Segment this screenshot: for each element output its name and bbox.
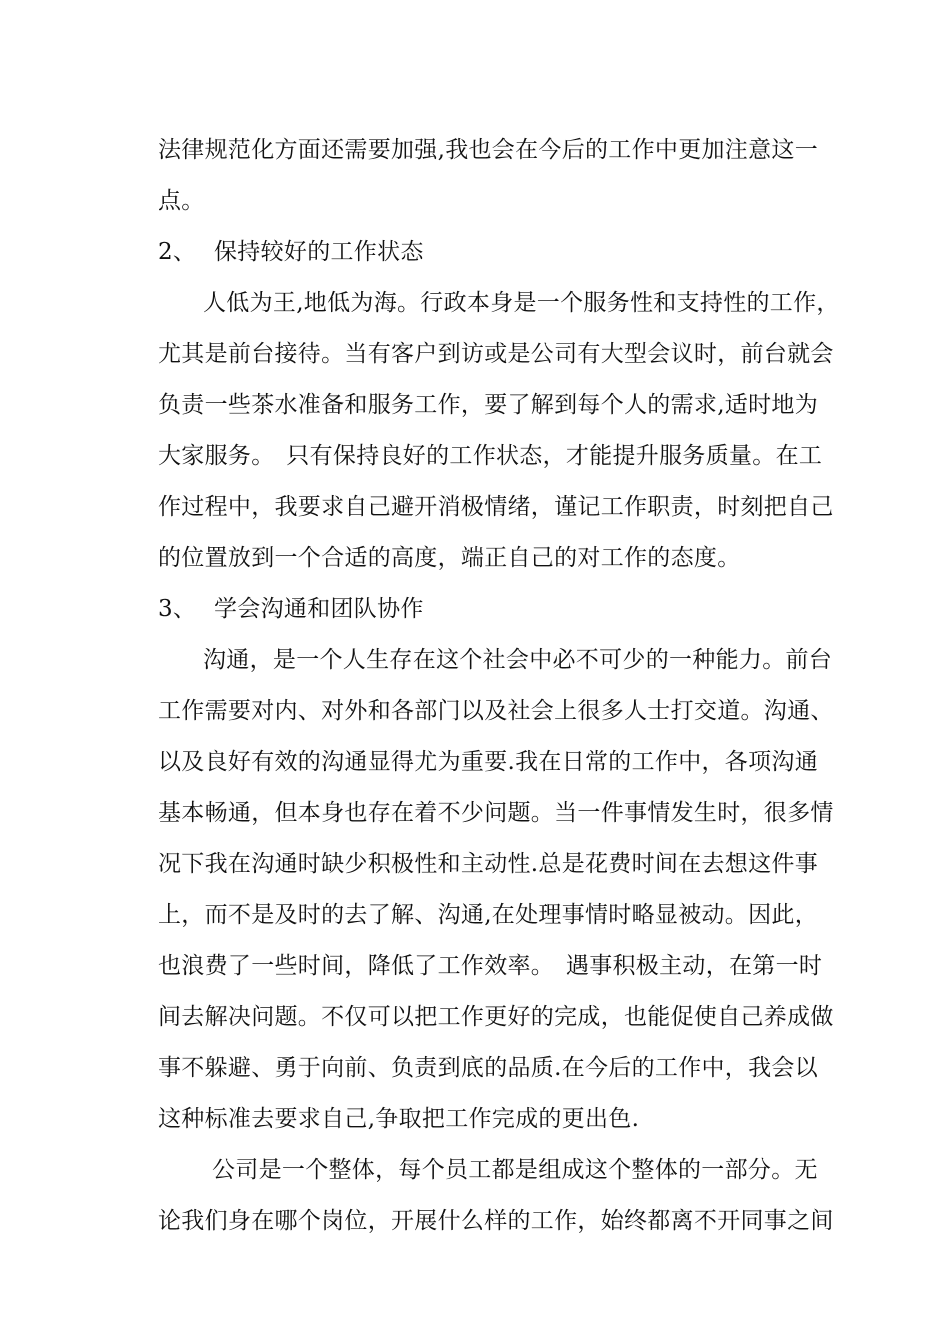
- text-line: 沟通，是一个人生存在这个社会中必不可少的一种能力。前台: [203, 647, 833, 673]
- text-line: 工作需要对内、对外和各部门以及社会上很多人士打交道。沟通、: [158, 698, 834, 724]
- heading-number: 3、: [158, 596, 197, 622]
- text-line: 以及良好有效的沟通显得尤为重要.我在日常的工作中，各项沟通: [158, 749, 819, 775]
- text-line: 负责一些茶水准备和服务工作，要了解到每个人的需求,适时地为: [158, 392, 819, 418]
- text-line: 尤其是前台接待。当有客户到访或是公司有大型会议时，前台就会: [158, 341, 834, 367]
- text-line: 法律规范化方面还需要加强,我也会在今后的工作中更加注意这一: [158, 137, 819, 163]
- text-line: 的位置放到一个合适的高度，端正自己的对工作的态度。: [158, 545, 741, 571]
- section-heading-2: [158, 237, 424, 267]
- text-line: 基本畅通，但本身也存在着不少问题。当一件事情发生时，很多情: [158, 800, 834, 826]
- section-heading-3: [158, 594, 424, 624]
- text-line: 上，而不是及时的去了解、沟通,在处理事情时略显被动。因此，: [158, 902, 819, 928]
- text-line: 也浪费了一些时间，降低了工作效率。 遇事积极主动，在第一时: [158, 953, 823, 979]
- text-line: 事不躲避、勇于向前、负责到底的品质.在今后的工作中，我会以: [158, 1055, 819, 1081]
- text-line: 大家服务。 只有保持良好的工作状态，才能提升服务质量。在工: [158, 443, 823, 469]
- text-line: 点。: [158, 188, 205, 214]
- text-line: 论我们身在哪个岗位，开展什么样的工作，始终都离不开同事之间: [158, 1208, 834, 1234]
- text-line: 这种标准去要求自己,争取把工作完成的更出色.: [158, 1106, 640, 1132]
- heading-title: 保持较好的工作状态: [214, 239, 424, 265]
- heading-number: 2、: [158, 239, 197, 265]
- text-line: 作过程中，我要求自己避开消极情绪，谨记工作职责，时刻把自己: [158, 494, 834, 520]
- text-line: 人低为王,地低为海。行政本身是一个服务性和支持性的工作，: [203, 290, 840, 316]
- text-line: 况下我在沟通时缺少积极性和主动性.总是花费时间在去想这件事: [158, 851, 819, 877]
- text-line: 间去解决问题。不仅可以把工作更好的完成，也能促使自己养成做: [158, 1004, 834, 1030]
- heading-title: 学会沟通和团队协作: [214, 596, 424, 622]
- text-line: 公司是一个整体，每个员工都是组成这个整体的一部分。无: [212, 1157, 818, 1183]
